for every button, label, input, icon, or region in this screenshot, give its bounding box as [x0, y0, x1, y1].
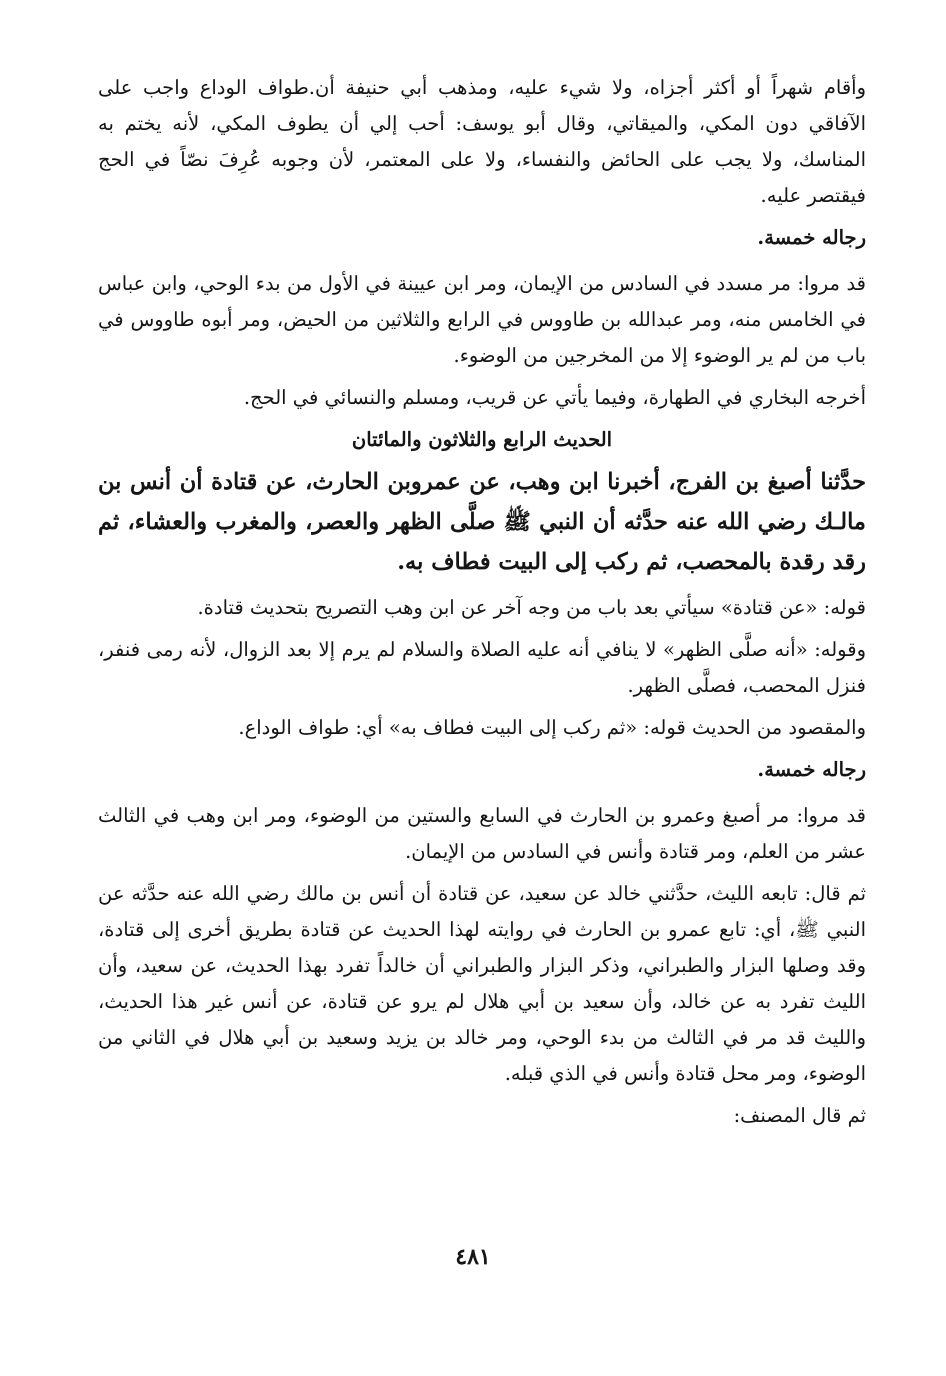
paragraph-top: وأقام شهراً أو أكثر أجزاه، ولا شيء عليه، ومذهب أبي حنيفة أن.طواف الوداع واجب على الآفاقي دون المكي، والميقاتي، وقال أبو يوسف: أحب إلي أن يطوف المكي، لأنه يختم به المناسك، ولا يجب على الحائض والنفساء، ولا على المعتمر، لأن وجوبه عُرِفَ نصّاً في الحج فيقتصر عليه. [98, 76, 866, 207]
paragraph-narrators-1: قد مروا: مر مسدد في السادس من الإيمان، ومر ابن عيينة في الأول من بدء الوحي، وابن عباس في الخامس منه، ومر عبدالله بن طاووس في الرابع والثلاثين من الحيض، ومر أبوه طاووس في باب من لم ير الوضوء إلا من المخرجين من الوضوء. [98, 272, 866, 367]
rijal-label-1: رجاله خمسة. [757, 226, 866, 249]
paragraph-narrators-2: قد مروا: مر أصبغ وعمرو بن الحارث في السابع والستين من الوضوء، ومر ابن وهب في الثالث عشر من العلم، ومر قتادة وأنس في السادس من الإيمان. [98, 804, 866, 863]
paragraph-comment-3: والمقصود من الحديث قوله: «ثم ركب إلى البيت فطاف به» أي: طواف الوداع. [238, 716, 866, 739]
hadith-text: حدَّثنا أصبغ بن الفرج، أخبرنا ابن وهب، عن عمروبن الحارث، عن قتادة أن أنس بن مالـك رضي الله عنه حدَّثه أن النبي ﷺ صلَّى الظهر والعصر، والمغرب والعشاء، ثم رقد رقدة بالمحصب، ثم ركب إلى البيت فطاف به. [98, 469, 866, 575]
page-number: ٤٨١ [455, 1244, 491, 1270]
hadith-heading: الحديث الرابع والثلاثون والمائتان [351, 428, 613, 451]
paragraph-comment-1: قوله: «عن قتادة» سيأتي بعد باب من وجه آخر عن ابن وهب التصريح بتحديث قتادة. [197, 596, 866, 619]
paragraph-comment-2: وقوله: «أنه صلَّى الظهر» لا ينافي أنه عليه الصلاة والسلام لم يرم إلا بعد الزوال، لأنه رمى فنفر، فنزل المحصب، فصلَّى الظهر. [98, 638, 866, 697]
page-body [98, 70, 866, 1140]
paragraph-mutabaa: ثم قال: تابعه الليث، حدَّثني خالد عن سعيد، عن قتادة أن أنس بن مالك رضي الله عنه حدَّثه عن النبي ﷺ، أي: تابع عمرو بن الحارث في روايته لهذا الحديث عن قتادة بطريق أخرى إلى قتادة، وقد وصلها البزار والطبراني، وذكر البزار والطبراني أن خالداً تفرد بهذا الحديث، عن سعيد، وأن الليث تفرد به عن خالد، وأن سعيد بن أبي هلال لم يرو عن قتادة، عن أنس غير هذا الحديث، والليث قد مر في الثالث من بدء الوحي، ومر خالد بن يزيد وسعيد بن أبي هلال في الثاني من الوضوء، ومر محل قتادة وأنس في الذي قبله. [98, 882, 866, 1085]
paragraph-closing: ثم قال المصنف: [733, 1104, 866, 1127]
rijal-label-2: رجاله خمسة. [757, 758, 866, 781]
paragraph-takhrij: أخرجه البخاري في الطهارة، وفيما يأتي عن قريب، ومسلم والنسائي في الحج. [243, 386, 866, 409]
